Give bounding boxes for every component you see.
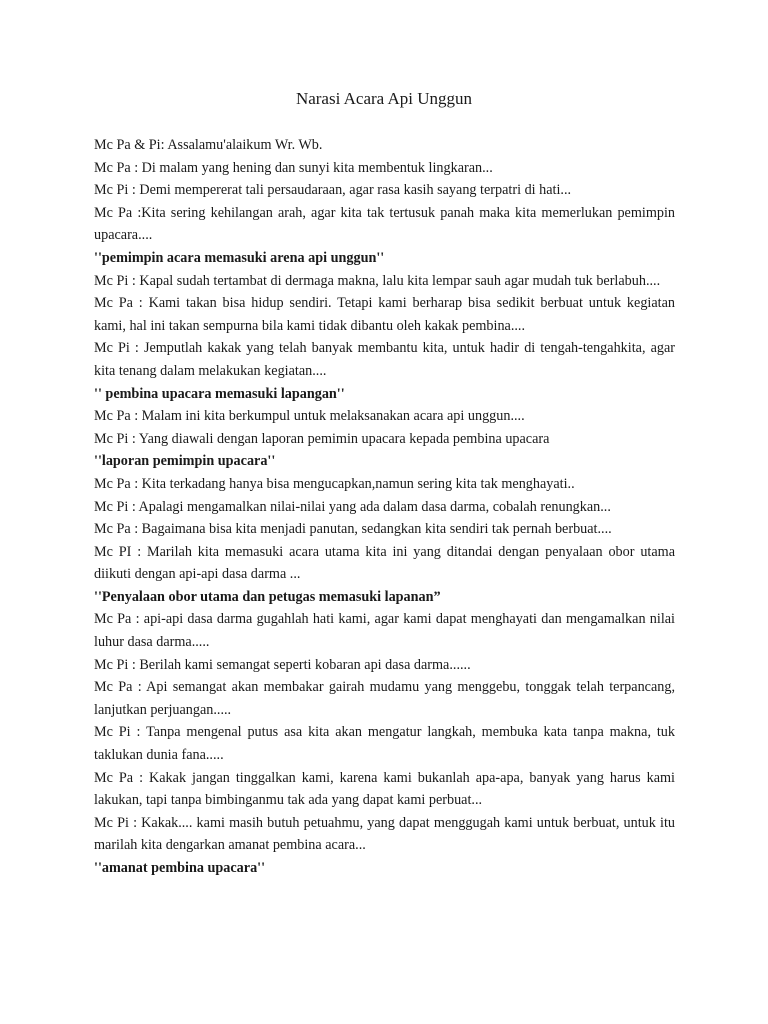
dialogue-paragraph: Mc Pi : Kapal sudah tertambat di dermaga makna, lalu kita lempar sauh agar mudah tuk berlabuh.... [94, 272, 661, 289]
dialogue-paragraph: Mc Pi : Tanpa mengenal putus asa kita akan mengatur langkah, membuka kata tanpa makna, tuk taklukan dunia fana..... [94, 724, 675, 764]
dialogue-paragraph: Mc Pa : Kami takan bisa hidup sendiri. Tetapi kami berharap bisa sedikit berbuat untuk kegiatan kami, hal ini takan sempurna bila kami tidak dibantu oleh kakak pembina.... [94, 295, 675, 334]
dialogue-line: Mc Pi : Yang diawali dengan laporan pemimin upacara kepada pembina upacara [94, 430, 550, 447]
dialogue-line: Mc Pi : Apalagi mengamalkan nilai-nilai yang ada dalam dasa darma, cobalah renungkan... [94, 498, 611, 515]
document-body [94, 134, 675, 880]
stage-direction: ''amanat pembina upacara'' [94, 860, 266, 876]
dialogue-paragraph: Mc Pa :Kita sering kehilangan arah, agar kita tak tertusuk panah maka kita memerlukan pemimpin upacara.... [94, 204, 675, 244]
dialogue-paragraph: Mc Pa : Api semangat akan membakar gairah mudamu yang menggebu, tonggak telah terpancang, lanjutkan perjuangan..... [94, 679, 675, 718]
stage-direction: ''laporan pemimpin upacara'' [94, 453, 276, 470]
dialogue-paragraph: Mc Pi : Kakak.... kami masih butuh petuahmu, yang dapat menggugah kami untuk berbuat, untuk itu marilah kita dengarkan amanat pembina acara... [94, 814, 675, 854]
dialogue-paragraph: Mc Pa : api-api dasa darma gugahlah hati kami, agar kami dapat menghayati dan mengamalkan nilai luhur dasa darma..... [94, 611, 675, 651]
dialogue-line: Mc Pa : Malam ini kita berkumpul untuk melaksanakan acara api unggun.... [94, 408, 525, 425]
dialogue-line: Mc Pa : Kita terkadang hanya bisa mengucapkan,namun sering kita tak menghayati.. [94, 475, 575, 492]
dialogue-line: Mc Pa : Di malam yang hening dan sunyi kita membentuk lingkaran... [94, 159, 493, 176]
stage-direction: ''pemimpin acara memasuki arena api unggun'' [94, 249, 385, 266]
dialogue-paragraph: Mc Pi : Jemputlah kakak yang telah banyak membantu kita, untuk hadir di tengah-tengahkita, agar kita tenang dalam melakukan kegiatan.... [94, 340, 675, 379]
document-title: Narasi Acara Api Unggun [295, 89, 473, 108]
dialogue-line: Mc Pi : Berilah kami semangat seperti kobaran api dasa darma...... [94, 656, 471, 673]
dialogue-paragraph: Mc PI : Marilah kita memasuki acara utama kita ini yang ditandai dengan penyalaan obor utama diikuti dengan api-api dasa darma ... [94, 543, 675, 583]
dialogue-paragraph: Mc Pa : Kakak jangan tinggalkan kami, karena kami bukanlah apa-apa, banyak yang harus kami lakukan, tapi tanpa bimbinganmu tak ada yang dapat kami perbuat... [94, 769, 675, 809]
stage-direction: ''Penyalaan obor utama dan petugas memasuki lapanan” [94, 588, 441, 605]
stage-direction: '' pembina upacara memasuki lapangan'' [94, 385, 345, 402]
dialogue-line: Mc Pa & Pi: Assalamu'alaikum Wr. Wb. [94, 137, 323, 153]
dialogue-line: Mc Pa : Bagaimana bisa kita menjadi panutan, sedangkan kita sendiri tak pernah berbuat.... [94, 521, 612, 538]
dialogue-line: Mc Pi : Demi mempererat tali persaudaraan, agar rasa kasih sayang terpatri di hati... [94, 182, 572, 199]
